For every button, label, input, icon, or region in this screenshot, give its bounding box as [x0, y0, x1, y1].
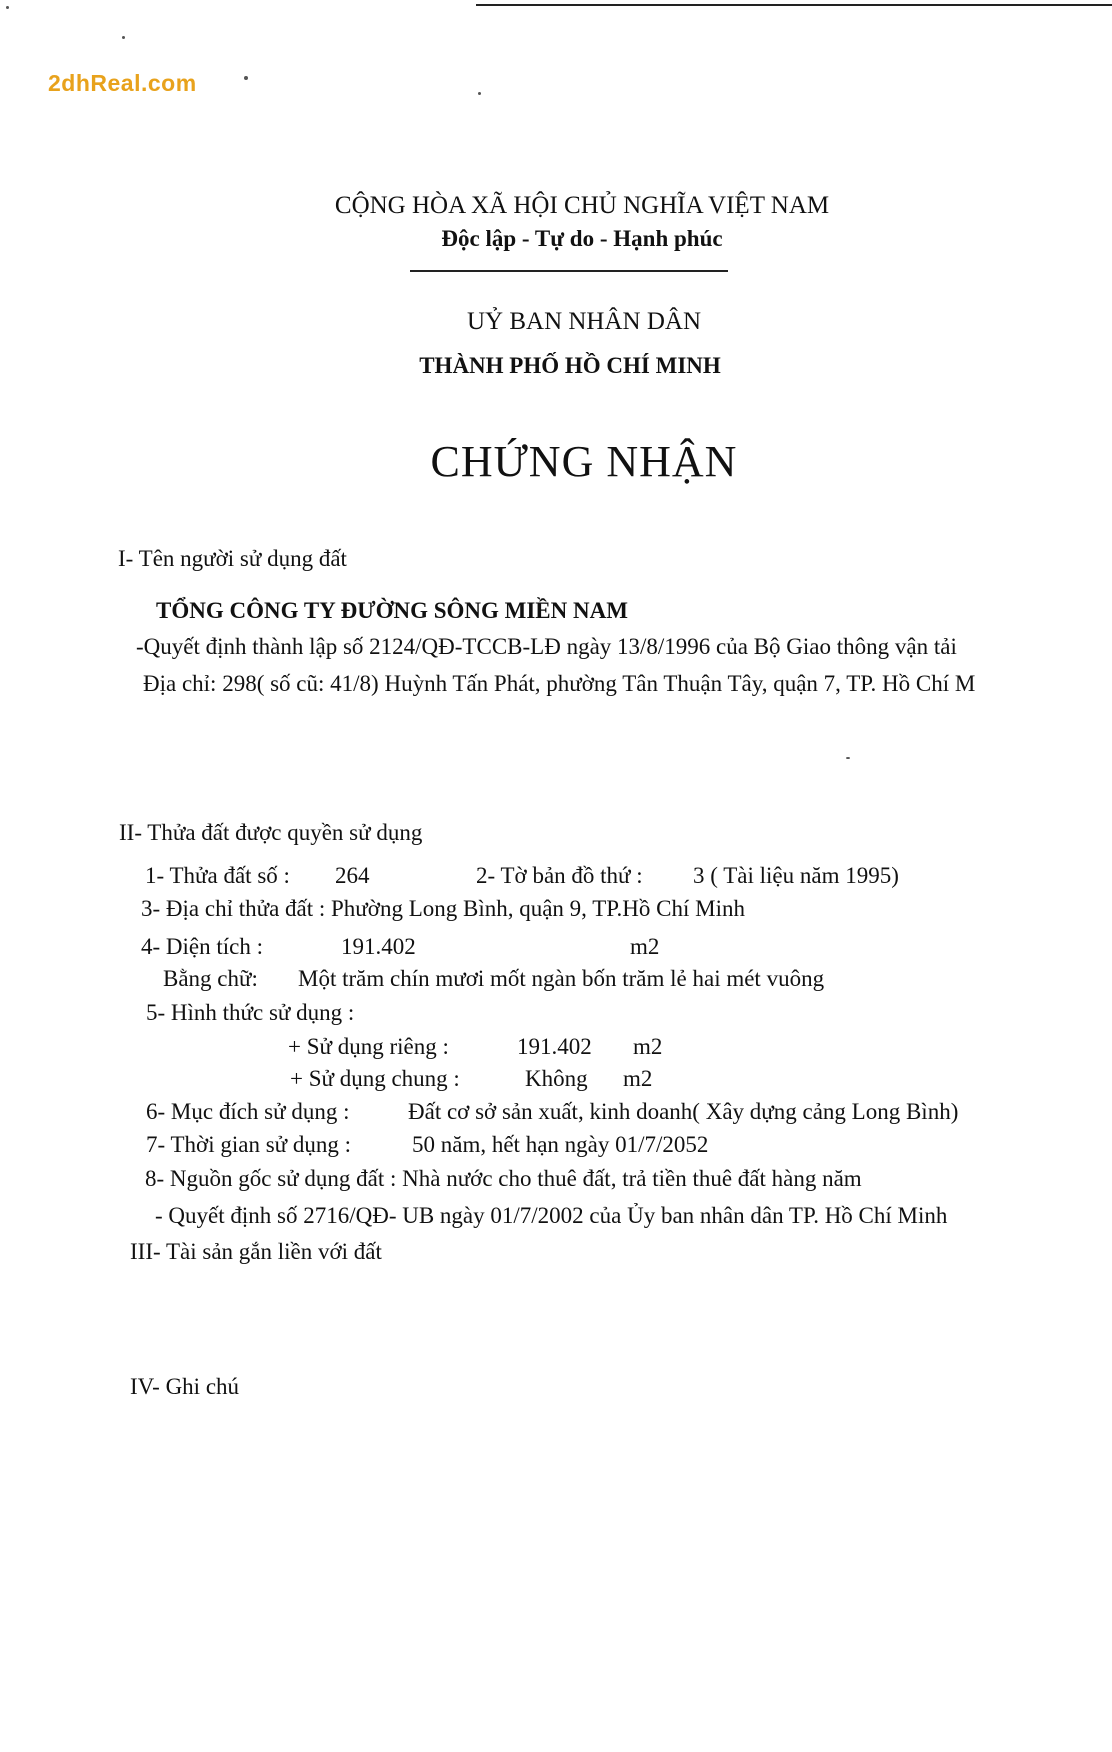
usage-duration-value: 50 năm, hết hạn ngày 01/7/2052 [412, 1132, 709, 1157]
scan-speck [122, 36, 125, 39]
national-motto: Độc lập - Tự do - Hạnh phúc [441, 226, 723, 251]
section3-heading: III- Tài sản gắn liền với đất [130, 1239, 382, 1264]
shared-use-unit: m2 [623, 1066, 653, 1091]
shared-use-value: Không [525, 1066, 588, 1091]
area-label: 4- Diện tích : [141, 934, 263, 959]
map-sheet-label: 2- Tờ bản đồ thứ : [476, 863, 643, 888]
scan-speck [478, 92, 481, 95]
land-user-address: Địa chỉ: 298( số cũ: 41/8) Huỳnh Tấn Phát, phường Tân Thuận Tây, quận 7, TP. Hồ Chí M [143, 671, 976, 696]
scan-speck [846, 757, 850, 759]
land-allocation-decision: - Quyết định số 2716/QĐ- UB ngày 01/7/2002 của Ủy ban nhân dân TP. Hồ Chí Minh [155, 1203, 948, 1228]
usage-form-label: 5- Hình thức sử dụng : [146, 1000, 355, 1025]
private-use-unit: m2 [633, 1034, 663, 1059]
nation-name: CỘNG HÒA XÃ HỘI CHỦ NGHĨA VIỆT NAM [334, 192, 830, 219]
usage-purpose-value: Đất cơ sở sản xuất, kinh doanh( Xây dựng cảng Long Bình) [408, 1099, 959, 1124]
document-title: CHỨNG NHẬN [430, 437, 738, 486]
usage-duration-label: 7- Thời gian sử dụng : [146, 1132, 352, 1157]
private-use-value: 191.402 [517, 1034, 592, 1059]
area-value: 191.402 [341, 934, 416, 959]
section2-heading: II- Thửa đất được quyền sử dụng [119, 820, 423, 845]
private-use-label: + Sử dụng riêng : [288, 1034, 449, 1059]
section4-heading: IV- Ghi chú [130, 1374, 240, 1399]
watermark-logo: 2dhReal.com [48, 70, 197, 96]
scan-speck [244, 76, 248, 80]
section1-heading: I- Tên người sử dụng đất [118, 546, 347, 571]
parcel-number-label: 1- Thửa đất số : [145, 863, 290, 888]
parcel-address: 3- Địa chỉ thửa đất : Phường Long Bình, quận 9, TP.Hồ Chí Minh [141, 896, 745, 921]
area-in-words: Một trăm chín mươi mốt ngàn bốn trăm lẻ hai mét vuông [298, 966, 825, 991]
parcel-number-value: 264 [335, 863, 370, 888]
issuing-committee: UỶ BAN NHÂN DÂN [466, 308, 702, 335]
establishment-decision: -Quyết định thành lập số 2124/QĐ-TCCB-LĐ ngày 13/8/1996 của Bộ Giao thông vận tải [136, 634, 957, 659]
shared-use-label: + Sử dụng chung : [290, 1066, 460, 1091]
issuing-city: THÀNH PHỐ HỒ CHÍ MINH [419, 353, 721, 378]
scan-speck [6, 6, 9, 9]
area-unit: m2 [630, 934, 660, 959]
land-origin: 8- Nguồn gốc sử dụng đất : Nhà nước cho thuê đất, trả tiền thuê đất hàng năm [145, 1166, 862, 1191]
map-sheet-value: 3 ( Tài liệu năm 1995) [693, 863, 899, 888]
motto-underline [410, 270, 728, 272]
usage-purpose-label: 6- Mục đích sử dụng : [146, 1099, 350, 1124]
land-user-name: TỔNG CÔNG TY ĐƯỜNG SÔNG MIỀN NAM [156, 598, 628, 623]
scan-edge-line [476, 4, 1112, 6]
area-words-label: Bằng chữ: [163, 966, 258, 991]
